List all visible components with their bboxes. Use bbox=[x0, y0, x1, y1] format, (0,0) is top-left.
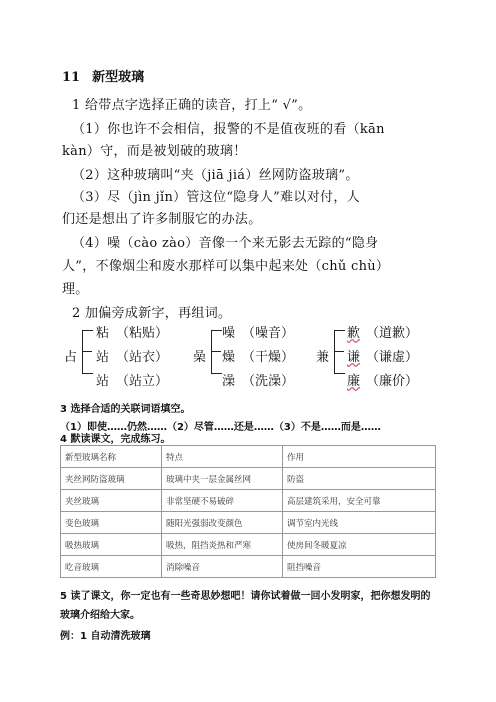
base-char: 喿 bbox=[193, 350, 207, 365]
table-cell: 防盗 bbox=[283, 468, 436, 490]
new-char: 谦 bbox=[347, 350, 361, 365]
q5-line1: 5 读了课文，你一定也有一些奇思妙想吧！请你试着做一回小发明家，把你想发明的 bbox=[60, 591, 431, 602]
table-cell: 吃音玻璃 bbox=[61, 556, 162, 578]
table-cell: 玻璃中夹一层金属丝网 bbox=[162, 468, 283, 490]
lesson-number: 11 bbox=[62, 70, 81, 85]
table-cell: 夹丝玻璃 bbox=[61, 490, 162, 512]
q1-line8: 理。 bbox=[62, 282, 89, 297]
q1-line7: 人”，不像烟尘和废水那样可以集中起来处（chǔ chù） bbox=[62, 259, 390, 274]
q4-heading: 4 默读课文，完成练习。 bbox=[60, 434, 171, 445]
word: （洗澡） bbox=[242, 374, 295, 389]
table-row bbox=[61, 534, 436, 556]
lesson-name: 新型玻璃 bbox=[92, 70, 145, 85]
word: （干燥） bbox=[242, 350, 295, 365]
new-char: 站 bbox=[96, 350, 110, 365]
table-cell: 消除噪音 bbox=[162, 556, 283, 578]
bracket bbox=[211, 330, 222, 374]
word: （粘贴） bbox=[116, 326, 169, 341]
q1-line3: （2）这种玻璃叫“夹（jiā jiá）丝网防盗玻璃”。 bbox=[72, 168, 359, 183]
lesson-title bbox=[62, 66, 144, 85]
table-cell: 作用 bbox=[283, 446, 436, 468]
glass-table bbox=[60, 445, 436, 578]
bracket-mid bbox=[334, 351, 344, 352]
q1-heading: 1 给带点字选择正确的读音，打上“ √”。 bbox=[72, 98, 312, 113]
word: （站衣） bbox=[116, 350, 169, 365]
table-row bbox=[61, 490, 436, 512]
q3-options: （1）即使……仍然……（2）尽管……还是……（3）不是……而是…… bbox=[60, 422, 381, 433]
table-cell: 变色玻璃 bbox=[61, 512, 162, 534]
q1-line4: （3）尽（jìn jǐn）管这位“隐身人”难以对付，人 bbox=[72, 190, 360, 205]
table-cell: 夹丝网防盗玻璃 bbox=[61, 468, 162, 490]
table-cell: 非常坚硬不易破碎 bbox=[162, 490, 283, 512]
table-row bbox=[61, 468, 436, 490]
new-char: 燥 bbox=[222, 350, 236, 365]
word: （道歉） bbox=[366, 326, 419, 341]
word: （廉价） bbox=[366, 374, 419, 389]
q3-heading: 3 选择合适的关联词语填空。 bbox=[60, 404, 191, 415]
q1-line5: 们还是想出了许多制服它的办法。 bbox=[62, 212, 262, 227]
table-cell: 使房间冬暖夏凉 bbox=[283, 534, 436, 556]
table-cell: 新型玻璃名称 bbox=[61, 446, 162, 468]
new-char: 廉 bbox=[347, 374, 361, 389]
new-char: 站 bbox=[96, 374, 110, 389]
table-cell: 调节室内光线 bbox=[283, 512, 436, 534]
bracket-mid bbox=[82, 351, 92, 352]
bracket bbox=[334, 330, 345, 374]
word: （谦虚） bbox=[366, 350, 419, 365]
new-char: 粘 bbox=[96, 326, 110, 341]
q5-line2: 玻璃介绍给大家。 bbox=[60, 610, 140, 621]
word: （站立） bbox=[116, 374, 169, 389]
table-cell: 随阳光强弱改变颜色 bbox=[162, 512, 283, 534]
table-row bbox=[61, 512, 436, 534]
q2-heading: 2 加偏旁成新字，再组词。 bbox=[72, 306, 232, 321]
table-cell: 特点 bbox=[162, 446, 283, 468]
q1-line2: kàn）守，而是被划破的玻璃！ bbox=[62, 144, 247, 159]
bracket bbox=[82, 330, 93, 374]
base-char: 兼 bbox=[316, 350, 330, 365]
table-cell: 吸热，阻挡炎热和严寒 bbox=[162, 534, 283, 556]
q5-example: 例：1 自动清洗玻璃 bbox=[60, 631, 151, 642]
word: （噪音） bbox=[242, 326, 295, 341]
table-cell: 吸热玻璃 bbox=[61, 534, 162, 556]
new-char: 歉 bbox=[347, 326, 361, 341]
table-row bbox=[61, 556, 436, 578]
bracket-mid bbox=[211, 351, 221, 352]
new-char: 澡 bbox=[222, 374, 236, 389]
q1-line6: （4）噪（cào zào）音像一个来无影去无踪的“隐身 bbox=[72, 236, 379, 251]
q1-line1: （1）你也许不会相信，报警的不是值夜班的看（kān bbox=[72, 122, 385, 137]
table-cell: 阻挡噪音 bbox=[283, 556, 436, 578]
table-cell: 高层建筑采用，安全可靠 bbox=[283, 490, 436, 512]
new-char: 噪 bbox=[222, 326, 236, 341]
table-header-row bbox=[61, 446, 436, 468]
base-char: 占 bbox=[64, 350, 78, 365]
